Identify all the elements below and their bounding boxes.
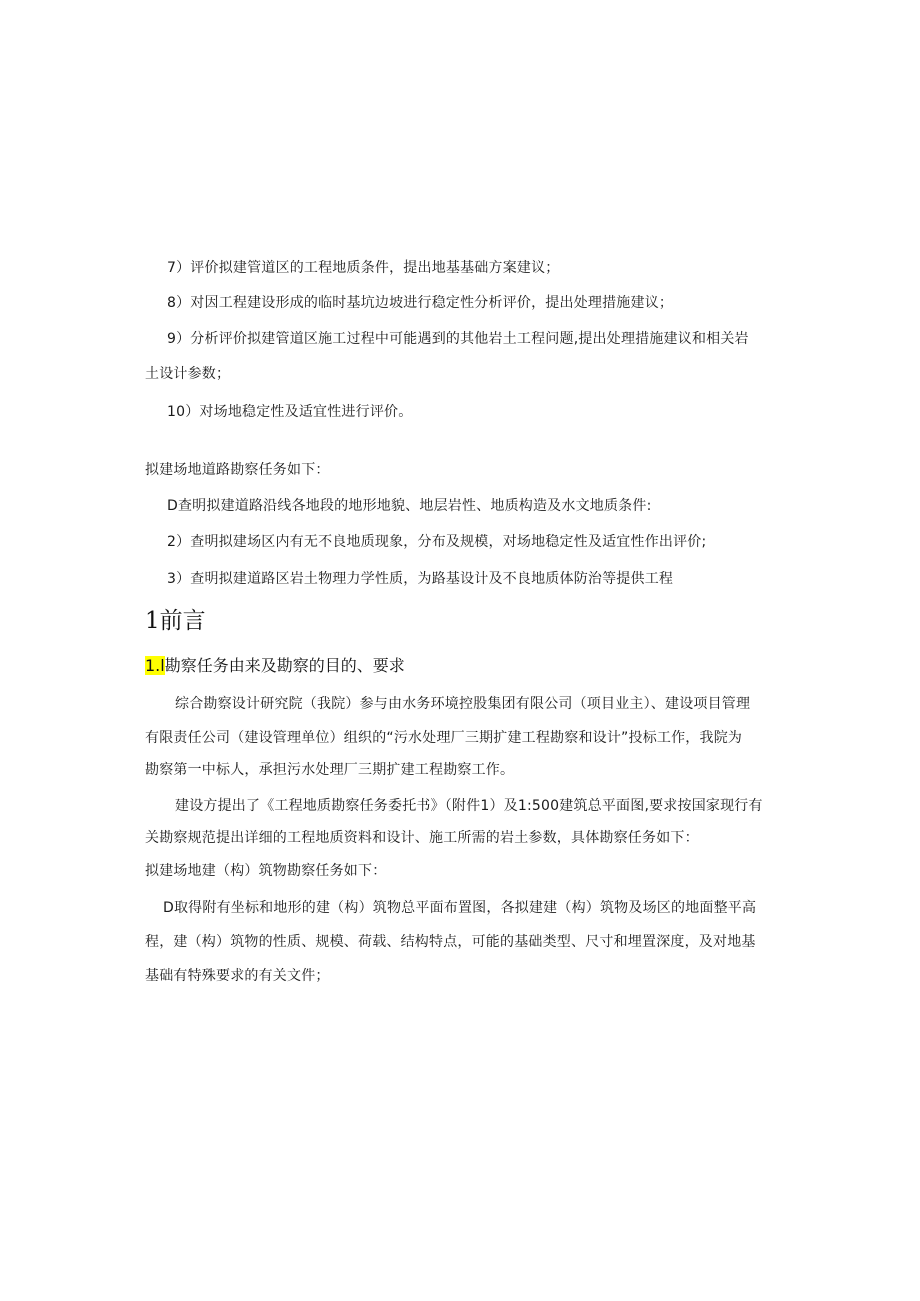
building-item-1-line-1: D取得附有坐标和地形的建（构）筑物总平面布置图，各拟建建（构）筑物及场区的地面整平高: [163, 900, 757, 916]
list-item-8: 8）对因工程建设形成的临时基坑边坡进行稳定性分析评价，提出处理措施建议；: [167, 295, 674, 311]
paragraph-2-line-2: 关勘察规范提出详细的工程地质资料和设计、施工所需的岩土参数，具体勘察任务如下：: [145, 830, 699, 846]
subsection-heading: [145, 655, 405, 677]
list-item-10: 10）对场地稳定性及适宜性进行评价。: [167, 404, 413, 420]
list-item-7: 7）评价拟建管道区的工程地质条件，提出地基基础方案建议；: [167, 260, 560, 276]
paragraph-2-line-1: 建设方提出了《工程地质勘察任务委托书》（附件1）及1:500建筑总平面图,要求按国家现行有: [175, 798, 763, 814]
road-task-intro: 拟建场地道路勘察任务如下：: [145, 462, 330, 478]
list-item-9: 9）分析评价拟建管道区施工过程中可能遇到的其他岩土工程问题,提出处理措施建议和相关岩: [167, 331, 749, 347]
building-task-intro: 拟建场地建（构）筑物勘察任务如下：: [145, 863, 387, 879]
section-heading-preface: 1前言: [145, 608, 206, 634]
road-item-1: D查明拟建道路沿线各地段的地形地貌、地层岩性、地质构造及水文地质条件:: [167, 498, 652, 514]
road-item-2: 2）查明拟建场区内有无不良地质现象，分布及规模，对场地稳定性及适宜性作出评价;: [167, 534, 707, 550]
subsection-number: 1.l: [145, 656, 165, 675]
subsection-title: 勘察任务由来及勘察的目的、要求: [164, 656, 405, 675]
building-item-1-line-3: 基础有特殊要求的有关文件；: [145, 968, 330, 984]
list-item-9-continuation: 土设计参数；: [145, 366, 231, 382]
road-item-3: 3）查明拟建道路区岩土物理力学性质，为路基设计及不良地质体防治等提供工程: [167, 571, 674, 587]
paragraph-1-line-3: 勘察第一中标人，承担污水处理厂三期扩建工程勘察工作。: [145, 762, 515, 778]
paragraph-1-line-1: 综合勘察设计研究院（我院）参与由水务环境控股集团有限公司（项目业主）、建设项目管理: [175, 696, 751, 712]
building-item-1-line-2: 程，建（构）筑物的性质、规模、荷载、结构特点，可能的基础类型、尺寸和埋置深度，及对地基: [145, 934, 756, 950]
paragraph-1-line-2: 有限责任公司（建设管理单位）组织的“污水处理厂三期扩建工程勘察和设计”投标工作，我院为: [145, 730, 743, 746]
